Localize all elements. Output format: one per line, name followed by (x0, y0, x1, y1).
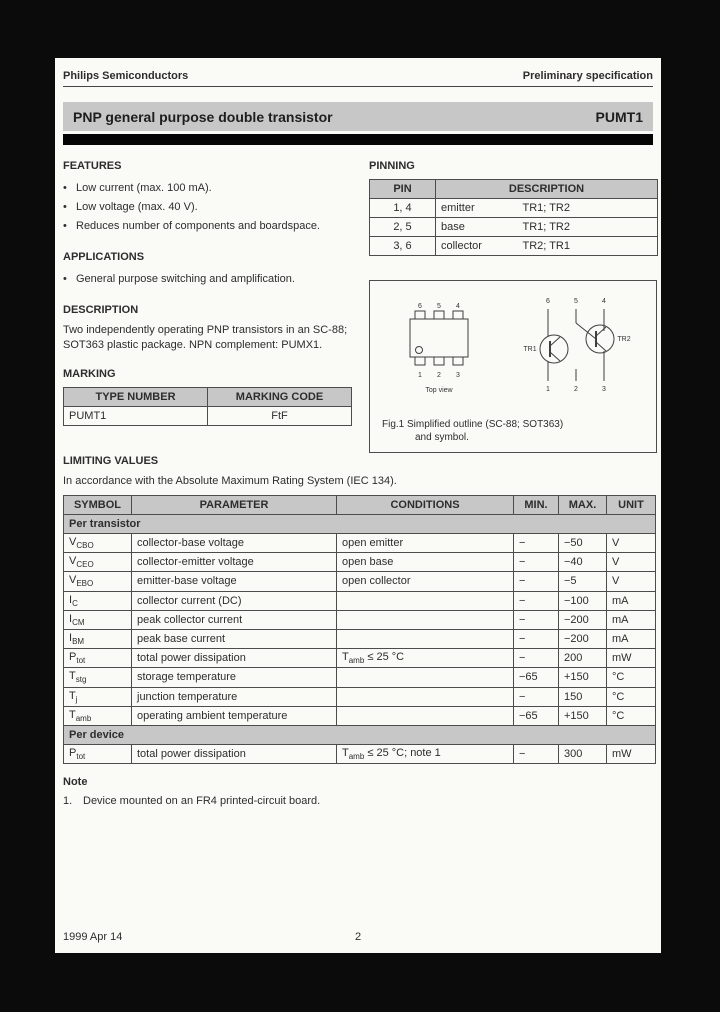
min-cell: − (514, 534, 559, 553)
parameter-cell: junction temperature (132, 687, 337, 706)
symbol-cell: $I_{CM}$ (64, 610, 132, 629)
symbol-pin-3: 3 (602, 386, 606, 393)
note-section (55, 776, 661, 809)
limiting-group-label: Per transistor (64, 515, 656, 534)
note-item (63, 794, 653, 809)
unit-cell: °C (607, 668, 656, 687)
limiting-values-table (63, 495, 656, 764)
max-cell: +150 (559, 668, 607, 687)
limiting-values-heading: LIMITING VALUES (63, 455, 159, 467)
marking-row (64, 407, 352, 426)
min-cell: − (514, 572, 559, 591)
package-pin-3: 3 (456, 372, 460, 379)
features-section (63, 160, 351, 236)
parameter-cell: collector current (DC) (132, 591, 337, 610)
parameter-cell: collector-emitter voltage (132, 553, 337, 572)
limiting-row (64, 687, 656, 706)
min-cell: − (514, 591, 559, 610)
header-rule (63, 86, 653, 87)
symbol-cell: $P_{tot}$ (64, 744, 132, 763)
marking-type-cell: PUMT1 (64, 407, 208, 426)
col-symbol: SYMBOL (64, 496, 132, 515)
features-heading: FEATURES (63, 160, 122, 172)
min-cell: − (514, 553, 559, 572)
bullet-icon: • (63, 220, 67, 232)
limiting-row (64, 610, 656, 629)
two-column-area (55, 145, 661, 453)
limiting-row (64, 534, 656, 553)
max-cell: +150 (559, 706, 607, 725)
limiting-values-header-row (64, 496, 656, 515)
limiting-values-intro: In accordance with the Absolute Maximum Rating System (IEC 134). (63, 475, 397, 487)
max-cell: −5 (559, 572, 607, 591)
max-cell: 150 (559, 687, 607, 706)
conditions-cell (337, 629, 514, 648)
description-text: Two independently operating PNP transistors in an SC-88; SOT363 plastic package. NPN complement: PUMX1. (63, 324, 348, 351)
symbol-cell: $T_j$ (64, 687, 132, 706)
top-view-label: Top view (425, 387, 453, 394)
parameter-cell: collector-base voltage (132, 534, 337, 553)
bullet-icon: • (63, 201, 67, 213)
unit-cell: °C (607, 706, 656, 725)
min-cell: −65 (514, 706, 559, 725)
parameter-cell: storage temperature (132, 668, 337, 687)
parameter-cell: total power dissipation (132, 649, 337, 668)
conditions-cell (337, 668, 514, 687)
package-pin-2: 2 (437, 372, 441, 379)
conditions-cell: $T_{amb} \le 25$ °C (337, 649, 514, 668)
pin-description-cell: base (436, 218, 518, 237)
pin-cell: 3, 6 (370, 237, 436, 256)
figure-caption-line2: and symbol. (415, 432, 469, 443)
applications-heading: APPLICATIONS (63, 251, 145, 263)
symbol-cell: $T_{stg}$ (64, 668, 132, 687)
pin-transistor-cell: TR2; TR1 (518, 237, 658, 256)
limiting-row (64, 572, 656, 591)
symbol-cell: $I_{BM}$ (64, 629, 132, 648)
package-pin-4: 4 (456, 303, 460, 310)
symbol-drawing (540, 309, 614, 381)
symbol-pin-2: 2 (574, 386, 578, 393)
min-cell: −65 (514, 668, 559, 687)
symbol-cell: $V_{EBO}$ (64, 572, 132, 591)
symbol-pin-numbers (523, 298, 630, 393)
note-text: Device mounted on an FR4 printed-circuit board. (83, 795, 321, 808)
max-cell: −200 (559, 629, 607, 648)
pinning-col-pin: PIN (370, 180, 436, 199)
min-cell: − (514, 687, 559, 706)
limiting-row (64, 553, 656, 572)
marking-code-cell: FtF (208, 407, 352, 426)
pin-description-cell: collector (436, 237, 518, 256)
parameter-cell: operating ambient temperature (132, 706, 337, 725)
tr1-label: TR1 (523, 346, 537, 353)
footer-spacer (456, 931, 653, 943)
col-max: MAX. (559, 496, 607, 515)
pinning-header-row (370, 180, 658, 199)
limiting-row (64, 629, 656, 648)
unit-cell: V (607, 572, 656, 591)
symbol-pin-6: 6 (546, 298, 550, 305)
page-header (55, 58, 661, 86)
conditions-cell: open emitter (337, 534, 514, 553)
limiting-values-table-body (64, 515, 656, 764)
pin-cell: 1, 4 (370, 199, 436, 218)
max-cell: −100 (559, 591, 607, 610)
bullet-icon: • (63, 182, 67, 194)
limiting-row (64, 744, 656, 763)
pin-cell: 2, 5 (370, 218, 436, 237)
applications-list (63, 270, 351, 289)
unit-cell: V (607, 534, 656, 553)
limiting-row (64, 668, 656, 687)
symbol-cell: $V_{CBO}$ (64, 534, 132, 553)
pinning-table (369, 179, 658, 256)
pin-transistor-cell: TR1; TR2 (518, 218, 658, 237)
feature-item (63, 198, 351, 217)
footer-page-number: 2 (354, 931, 362, 943)
pinning-col-description: DESCRIPTION (436, 180, 658, 199)
conditions-cell (337, 687, 514, 706)
limiting-values-section (55, 455, 661, 764)
unit-cell: mA (607, 610, 656, 629)
max-cell: −40 (559, 553, 607, 572)
conditions-cell (337, 610, 514, 629)
limiting-row (64, 591, 656, 610)
pinning-section (369, 160, 657, 256)
feature-text: Reduces number of components and boardspace. (76, 220, 320, 232)
col-conditions: CONDITIONS (337, 496, 514, 515)
min-cell: − (514, 610, 559, 629)
unit-cell: °C (607, 687, 656, 706)
symbol-pin-5: 5 (574, 298, 578, 305)
package-pin-1: 1 (418, 372, 422, 379)
part-number: PUMT1 (595, 108, 643, 125)
parameter-cell: peak collector current (132, 610, 337, 629)
feature-item (63, 179, 351, 198)
application-text: General purpose switching and amplification. (76, 273, 295, 285)
limiting-group-row (64, 725, 656, 744)
note-list (63, 794, 653, 809)
marking-heading: MARKING (63, 368, 116, 380)
feature-text: Low voltage (max. 40 V). (76, 201, 198, 213)
figure-drawing (370, 289, 656, 407)
conditions-cell: open base (337, 553, 514, 572)
title-divider-bar (63, 134, 653, 145)
min-cell: − (514, 629, 559, 648)
feature-text: Low current (max. 100 mA). (76, 182, 212, 194)
pin-transistor-cell: TR1; TR2 (518, 199, 658, 218)
figure-1 (369, 280, 657, 453)
parameter-cell: peak base current (132, 629, 337, 648)
limiting-group-label: Per device (64, 725, 656, 744)
header-company: Philips Semiconductors (63, 70, 189, 82)
application-item (63, 270, 351, 289)
note-number: 1. (63, 795, 73, 808)
figure-caption-line1: Fig.1 Simplified outline (SC-88; SOT363) (382, 419, 564, 430)
col-unit: UNIT (607, 496, 656, 515)
unit-cell: mW (607, 744, 656, 763)
max-cell: 300 (559, 744, 607, 763)
description-heading: DESCRIPTION (63, 304, 139, 316)
marking-col-marking-code: MARKING CODE (208, 388, 352, 407)
max-cell: −50 (559, 534, 607, 553)
marking-section (63, 368, 351, 426)
right-column (369, 160, 657, 453)
pinning-row (370, 237, 658, 256)
symbol-pin-4: 4 (602, 298, 606, 305)
pin-description-cell: emitter (436, 199, 518, 218)
col-parameter: PARAMETER (132, 496, 337, 515)
symbol-cell: $T_{amb}$ (64, 706, 132, 725)
col-min: MIN. (514, 496, 559, 515)
tr2-label: TR2 (617, 336, 631, 343)
package-pin-6: 6 (418, 303, 422, 310)
symbol-cell: $P_{tot}$ (64, 649, 132, 668)
max-cell: −200 (559, 610, 607, 629)
limiting-row (64, 649, 656, 668)
description-section (63, 304, 351, 353)
pinning-table-body (370, 199, 658, 256)
header-spec-type: Preliminary specification (522, 70, 653, 82)
marking-header-row (64, 388, 352, 407)
figure-caption (370, 412, 656, 444)
package-pin-numbers (418, 303, 460, 394)
conditions-cell (337, 591, 514, 610)
min-cell: − (514, 649, 559, 668)
unit-cell: V (607, 553, 656, 572)
datasheet-page (55, 58, 661, 953)
marking-table (63, 387, 352, 426)
package-pin-5: 5 (437, 303, 441, 310)
conditions-cell (337, 706, 514, 725)
min-cell: − (514, 744, 559, 763)
left-column (63, 160, 351, 453)
page-footer (55, 931, 661, 943)
marking-col-type-number: TYPE NUMBER (64, 388, 208, 407)
applications-section (63, 251, 351, 289)
title-bar (63, 102, 653, 131)
limiting-row (64, 706, 656, 725)
bullet-icon: • (63, 273, 67, 285)
package-outline-drawing (410, 311, 468, 365)
feature-item (63, 217, 351, 236)
features-list (63, 179, 351, 236)
unit-cell: mW (607, 649, 656, 668)
symbol-cell: $I_C$ (64, 591, 132, 610)
symbol-cell: $V_{CEO}$ (64, 553, 132, 572)
unit-cell: mA (607, 591, 656, 610)
max-cell: 200 (559, 649, 607, 668)
pinning-row (370, 218, 658, 237)
parameter-cell: total power dissipation (132, 744, 337, 763)
parameter-cell: emitter-base voltage (132, 572, 337, 591)
marking-table-body (64, 407, 352, 426)
pinning-row (370, 199, 658, 218)
conditions-cell: open collector (337, 572, 514, 591)
note-heading: Note (63, 776, 88, 789)
symbol-pin-1: 1 (546, 386, 550, 393)
footer-date: 1999 Apr 14 (63, 931, 123, 943)
unit-cell: mA (607, 629, 656, 648)
pinning-heading: PINNING (369, 160, 415, 172)
conditions-cell: $T_{amb} \le 25$ °C; note 1 (337, 744, 514, 763)
page-title: PNP general purpose double transistor (73, 108, 333, 125)
limiting-group-row (64, 515, 656, 534)
